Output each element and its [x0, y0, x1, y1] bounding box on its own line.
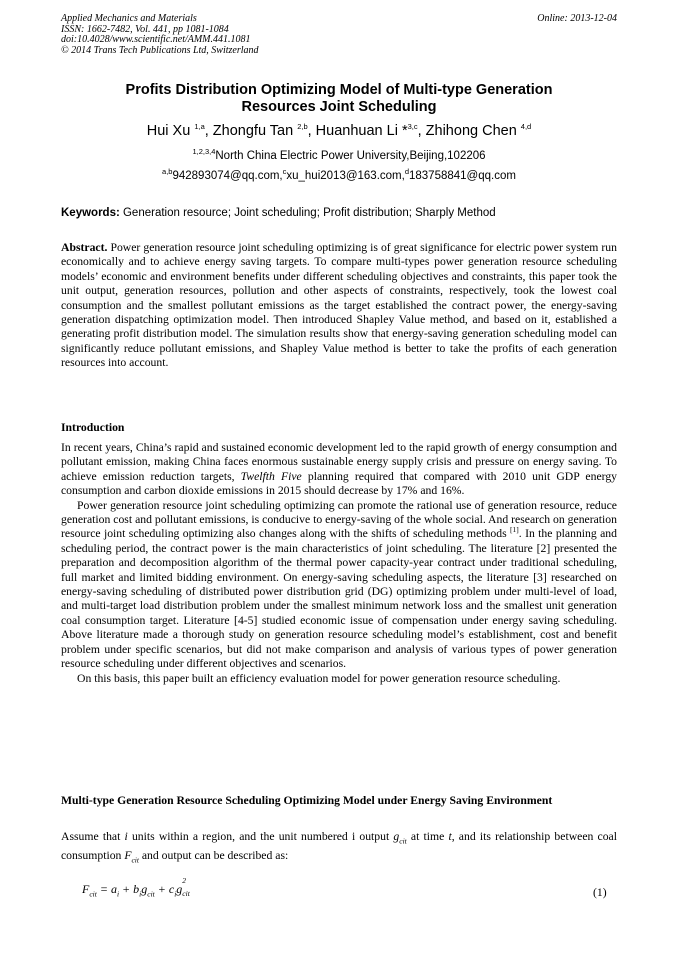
- section-heading-model: Multi-type Generation Resource Scheduling Optimizing Model under Energy Saving Environment: [61, 794, 553, 807]
- affiliation-text: North China Electric Power University,Beijing,102206: [215, 150, 486, 162]
- author-affiliation-mark: 1,a: [194, 122, 205, 132]
- title-line-2: Resources Joint Scheduling: [241, 99, 437, 115]
- author-name: , Huanhuan Li *: [307, 123, 408, 139]
- keywords-text: Generation resource; Joint scheduling; Profit distribution; Sharply Method: [119, 207, 496, 219]
- journal-name: Applied Mechanics and Materials: [61, 13, 197, 24]
- math-symbol: = a: [96, 882, 117, 896]
- math-superscript: 2: [182, 876, 187, 885]
- paragraph-text: , and its relationship between coal consumption: [61, 830, 617, 862]
- paragraph-text: planning required that compared with 2010 unit GDP energy consumption and carbon dioxide emissions in 2015 should decrease by 17% and 16%.: [61, 469, 618, 498]
- copyright-line: © 2014 Trans Tech Publications Ltd, Switzerland: [61, 44, 259, 56]
- equation-1: [82, 876, 196, 899]
- issn-line: ISSN: 1662-7482, Vol. 441, pp 1081-1084: [61, 23, 229, 35]
- math-subscript: cit: [147, 889, 155, 899]
- paragraph: [61, 441, 617, 499]
- math-symbol: t: [448, 830, 452, 843]
- paragraph-text: Power generation resource joint scheduling optimizing can promote the rational use of generation resource, reduce generation cost and pollutant emissions, is conducive to energy-saving of the whole social. And research on generation resource joint scheduling optimizing also changes along with the shifts of scheduling methods: [61, 498, 617, 541]
- paragraph-emphasis: Twelfth Five: [240, 469, 302, 483]
- math-subscript: cit: [89, 889, 97, 899]
- equation-number: (1): [593, 886, 607, 899]
- introduction-body: [61, 441, 617, 686]
- math-subscript: cit: [399, 836, 407, 846]
- math-symbol: g: [393, 830, 400, 843]
- email-link[interactable]: xu_hui2013@163.com,: [286, 170, 405, 182]
- math-subscript: i: [174, 889, 177, 899]
- keywords: [61, 206, 617, 220]
- paragraph: [61, 499, 617, 672]
- math-subscript: i: [116, 889, 120, 899]
- affiliation: [61, 149, 617, 163]
- math-symbol: + c: [154, 882, 175, 896]
- author-name: Hui Xu: [146, 123, 195, 139]
- author-list: [61, 122, 617, 140]
- author-name: , Zhongfu Tan: [204, 123, 298, 139]
- paragraph-text: at time: [406, 830, 449, 843]
- paragraph: On this basis, this paper built an efficiency evaluation model for power generation resource scheduling.: [77, 671, 561, 685]
- author-name: , Zhihong Chen: [417, 123, 521, 139]
- math-symbol: + b: [119, 882, 140, 896]
- paper-title: [61, 82, 617, 116]
- affiliation-mark: 1,2,3,4: [192, 147, 216, 157]
- paragraph-text: In recent years, China’s rapid and sustained economic development led to the rapid growth of energy consumption and pollutant emission, making China faces enormous sustainable energy supply crisis and pressure on energy saving. To achieve emission reduction targets,: [61, 441, 617, 483]
- model-body: [61, 830, 617, 867]
- paragraph-text: units within a region, and the unit numbered i output: [127, 830, 394, 843]
- author-affiliation-mark: 3,c: [407, 122, 418, 132]
- citation-ref[interactable]: [1]: [510, 525, 519, 535]
- math-symbol: g: [141, 882, 148, 896]
- math-symbol: g: [176, 882, 183, 896]
- email-mark: c: [282, 167, 287, 177]
- title-line-1: Profits Distribution Optimizing Model of Multi-type Generation: [125, 82, 553, 98]
- math-subscript: cit: [182, 889, 190, 898]
- email-mark: a,b: [162, 167, 173, 177]
- author-affiliation-mark: 4,d: [520, 122, 532, 132]
- math-subscript: i: [139, 889, 142, 899]
- keywords-label: Keywords:: [61, 207, 120, 219]
- email-mark: d: [404, 167, 409, 177]
- author-affiliation-mark: 2,b: [297, 122, 308, 132]
- paragraph-text: Assume that: [61, 830, 125, 843]
- doi-line: doi:10.4028/www.scientific.net/AMM.441.1081: [61, 34, 251, 45]
- section-heading-introduction: Introduction: [61, 421, 125, 434]
- paragraph-text: . In the planning and scheduling period, the contract power is the main characteristics of joint scheduling. The literature [2] presented the preparation and decomposition algorithm of the thermal power capacity-year contract under traditional scheduling, full market and limited bidding environment. On energy-saving scheduling aspects, the literature [3] researched on energy-saving scheduling of distributed power distribution grid (DG) optimizing problem under multi-level of load, and multi-target load distribution problem under the smallest minimum network loss and the smallest unit generation coal consumption target. Literature [4-5] studied economic issue of compensation under energy saving scheduling. Above literature made a thorough study on generation resource scheduling model’s establishment, cost and benefit problem under specific scenarios, but did not make comparison and analysis of various types of power generation resource scheduling under different objectives and scenarios.: [61, 527, 617, 671]
- author-emails: [61, 169, 617, 183]
- abstract: [61, 241, 617, 371]
- email-link[interactable]: 183758841@qq.com: [409, 170, 516, 182]
- abstract-text: Power generation resource joint scheduling optimizing is of great significance for electric power system run economically and to achieve energy saving targets. To compare multi-types power generation resource scheduling models’ economic and environment benefits under different scheduling objectives and constraints, this paper took the unit output, generation resources, pollution and other aspects of constraints, respectively, took the lowest coal consumption and the smallest pollutant emissions as the target established the contract power, the energy-saving generation dispatching optimization model. Then introduced Shapley Value method, and based on it, established a generating profit distribution model. The simulation results show that energy-saving generation scheduling model can significantly reduce pollutant emissions, and Shapley Value method is better to take the profits of each generation resources into account.: [61, 241, 617, 370]
- email-link[interactable]: 942893074@qq.com,: [172, 170, 283, 182]
- journal-header: [61, 14, 617, 56]
- online-date: Online: 2013-12-04: [537, 13, 617, 24]
- math-symbol: i: [124, 830, 128, 843]
- math-symbol: F: [82, 882, 90, 896]
- math-symbol: F: [124, 848, 132, 862]
- math-subscript: cit: [131, 855, 139, 865]
- paragraph-text: and output can be described as:: [138, 848, 289, 862]
- abstract-label: Abstract.: [61, 241, 108, 254]
